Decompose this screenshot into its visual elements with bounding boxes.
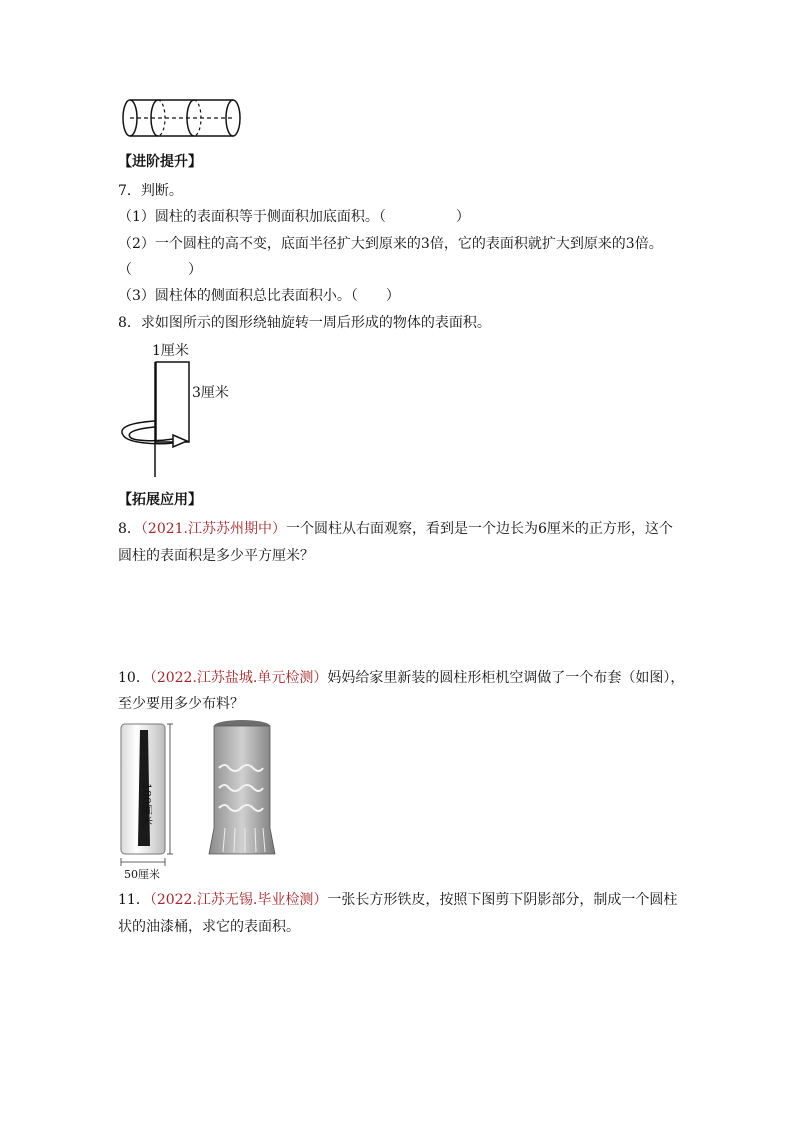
q9-number: 8． [118,521,141,537]
q10-line-2: 至少要用多少布料？ [118,696,244,712]
q9-text: 一个圆柱从右面观察，看到是一个边长为6厘米的正方形，这个 [286,521,673,537]
q9-line-1 [118,519,673,539]
q11-text: 一张长方形铁皮，按照下图剪下阴影部分，制成一个圆柱 [327,892,678,908]
q7-item-3: （3）圆柱体的侧面积总比表面积小。（ ） [118,288,400,304]
q7-item-2-answer-blank: （ ） [118,262,202,278]
q10-width-label: 50厘米 [124,868,160,881]
section-extension-heading: 【拓展应用】 [118,492,202,508]
q7-item-1: （1）圆柱的表面积等于侧面积加底面积。（ ） [118,209,470,225]
q10-line-1 [118,668,684,688]
q10-height-label: 180厘米 [140,783,153,826]
section-advanced-heading: 【进阶提升】 [118,154,202,170]
q11-number: 11． [118,892,150,908]
rotation-figure [115,355,195,480]
q7-item-2: （2）一个圆柱的高不变，底面半径扩大到原来的3倍，它的表面积就扩大到原来的3倍。 [118,236,663,252]
q10-text: 妈妈给家里新装的圆柱形柜机空调做了一个布套（如图）， [327,670,685,686]
q8-width-label: 1厘米 [152,343,189,359]
q9-line-2: 圆柱的表面积是多少平方厘米？ [118,548,314,564]
q8-height-label: 3厘米 [192,385,229,401]
cylinder-figure [118,98,248,140]
fabric-cover-photo [205,718,280,860]
q9-source: （2021.江苏苏州期中） [140,521,287,537]
q8-text: 8．求如图所示的图形绕轴旋转一周后形成的物体的表面积。 [118,315,491,331]
q11-line-1 [118,890,677,910]
q10-number: 10． [118,670,150,686]
q11-source: （2022.江苏无锡.毕业检测） [149,892,328,908]
q10-source: （2022.江苏盐城.单元检测） [149,670,328,686]
q11-line-2: 状的油漆桶，求它的表面积。 [118,919,300,935]
q7-title: 7．判断。 [118,183,183,199]
